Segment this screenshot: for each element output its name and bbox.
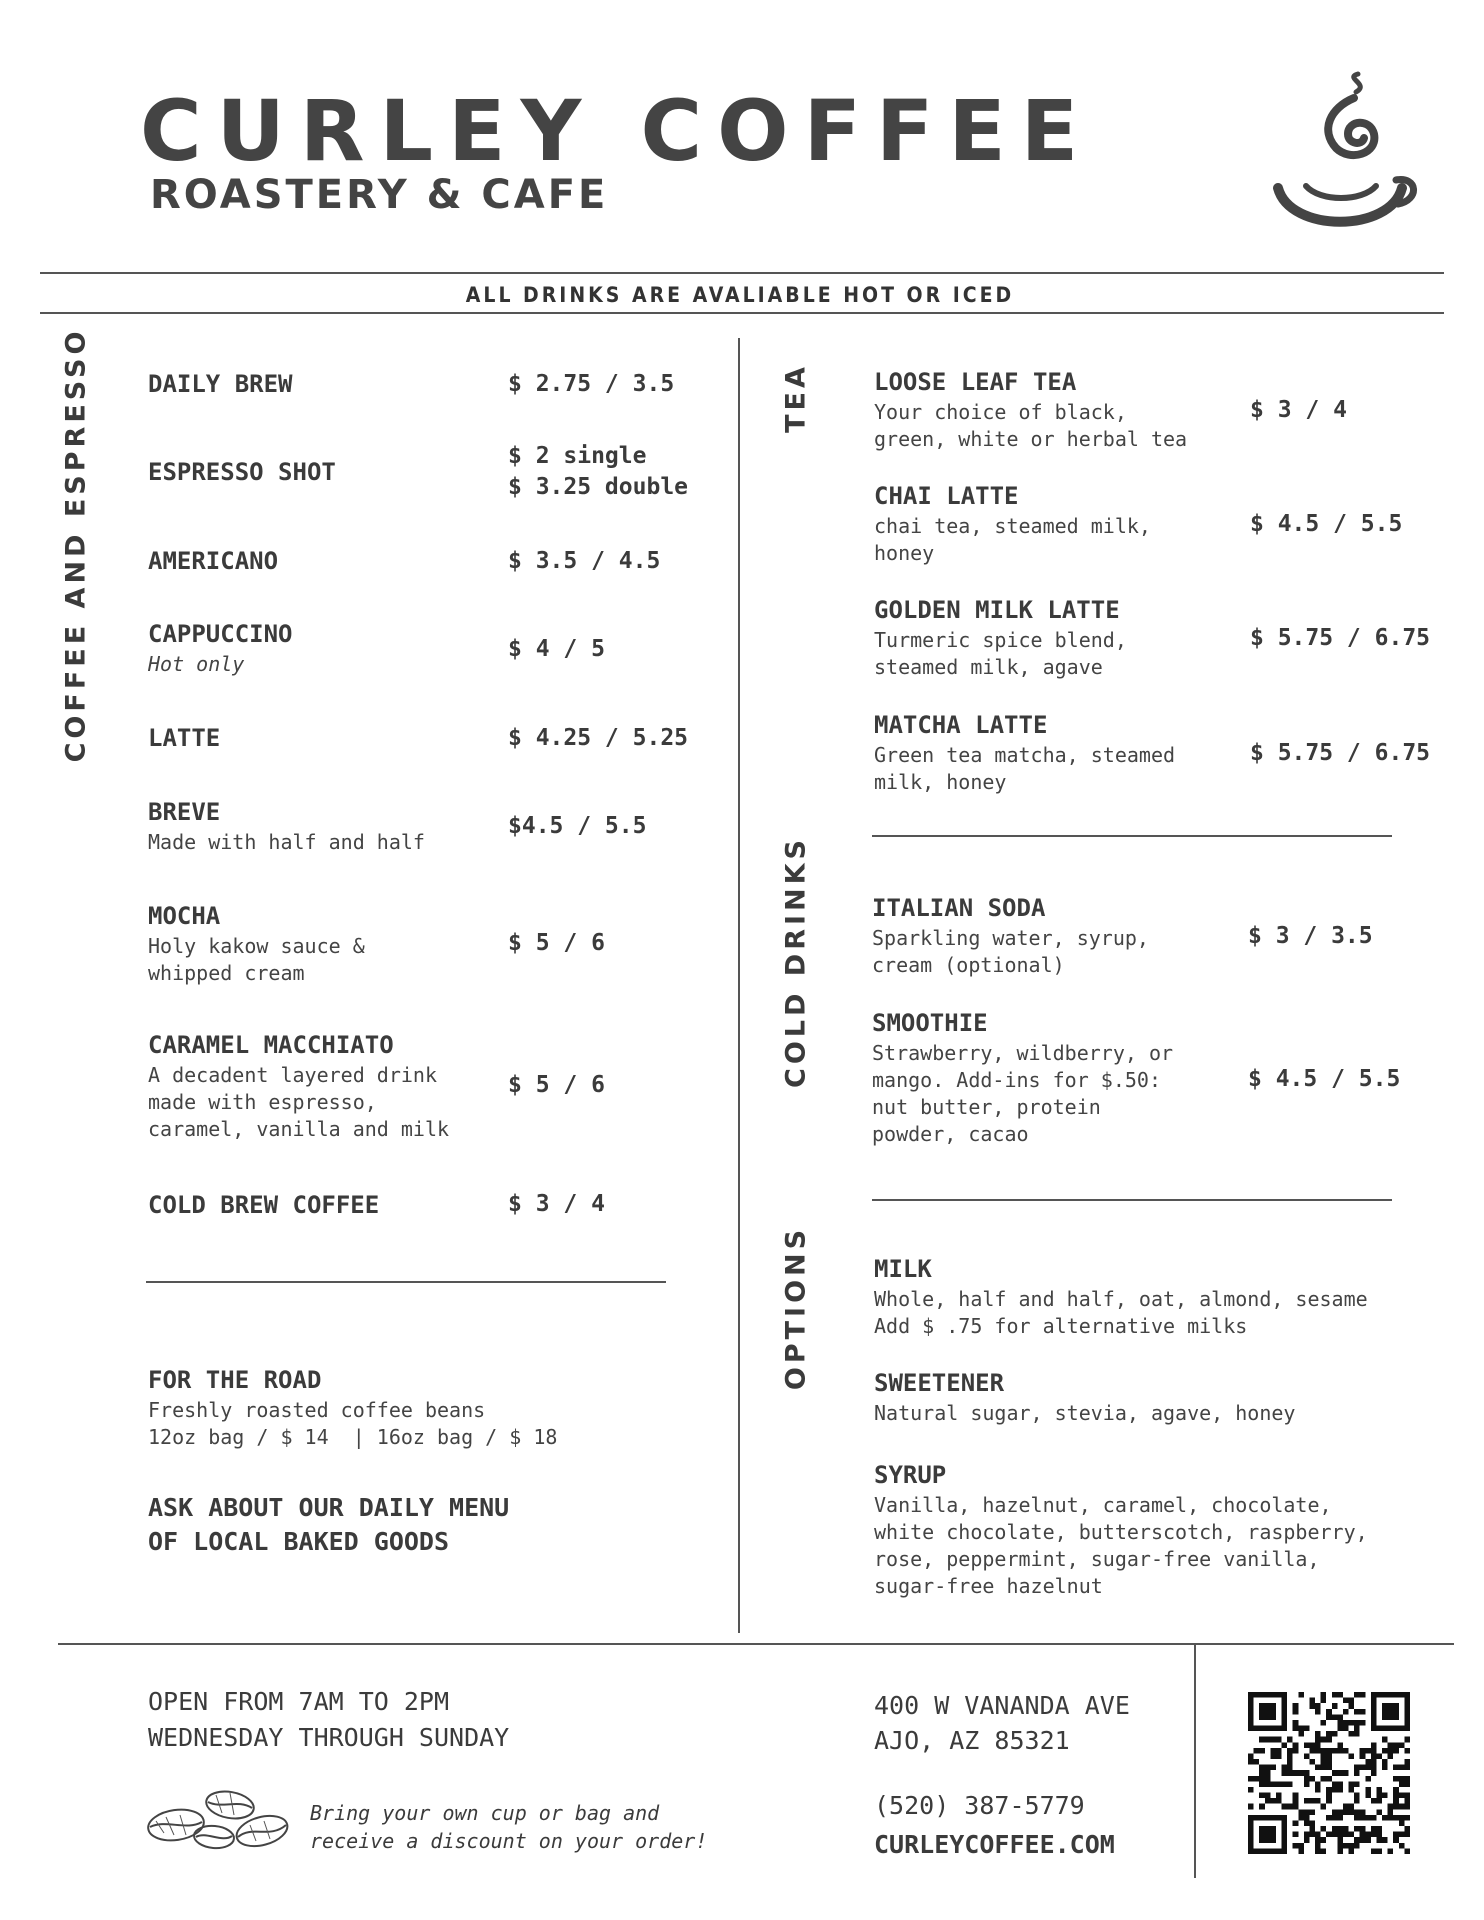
coffee-section-rule xyxy=(146,1281,666,1283)
option-milk xyxy=(874,1255,1368,1340)
item-price: $ 4.25 / 5.25 xyxy=(508,725,689,751)
item-description: Your choice of black, xyxy=(874,400,1127,424)
item-price: $ 3 / 4 xyxy=(508,1191,605,1217)
item-description: 12oz bag / $ 14 | 16oz bag / $ 18 xyxy=(148,1425,558,1449)
item-description: steamed milk, agave xyxy=(874,655,1103,679)
item-price: $ 3.5 / 4.5 xyxy=(508,548,661,574)
item-price: $ 3 / 4 xyxy=(1250,397,1347,423)
item-price: $ 4.5 / 5.5 xyxy=(1250,511,1403,537)
item-description: green, white or herbal tea xyxy=(874,427,1188,451)
daily-menu-line: OF LOCAL BAKED GOODS xyxy=(148,1527,450,1556)
menu-item-chai-latte xyxy=(874,482,1151,567)
item-price: $4.5 / 5.5 xyxy=(508,813,647,839)
daily-menu-note xyxy=(148,1491,509,1559)
banner-top-rule xyxy=(40,272,1444,274)
option-name: MILK xyxy=(874,1255,932,1283)
item-description: Turmeric spice blend, xyxy=(874,628,1127,652)
item-description: whipped cream xyxy=(148,961,305,985)
option-description: Vanilla, hazelnut, caramel, chocolate, xyxy=(874,1493,1332,1517)
option-name: SWEETENER xyxy=(874,1369,1005,1397)
item-price: $ 5.75 / 6.75 xyxy=(1250,740,1431,766)
address-line: AJO, AZ 85321 xyxy=(874,1726,1070,1755)
item-description: mango. Add-ins for $.50: xyxy=(872,1068,1161,1092)
cold-section-rule xyxy=(872,1199,1392,1201)
option-description: sugar-free hazelnut xyxy=(874,1574,1103,1598)
item-name: FOR THE ROAD xyxy=(148,1366,322,1394)
phone-number: (520) 387-5779 xyxy=(874,1791,1085,1820)
menu-item-mocha xyxy=(148,902,365,987)
item-price: $ 5 / 6 xyxy=(508,930,605,956)
item-name: GOLDEN MILK LATTE xyxy=(874,596,1120,624)
section-label-options: OPTIONS xyxy=(780,1225,812,1391)
item-description: Green tea matcha, steamed xyxy=(874,743,1176,767)
item-name: AMERICANO xyxy=(148,547,279,575)
page-subtitle: ROASTERY & CAFE xyxy=(150,172,609,218)
menu-item-golden-milk-latte xyxy=(874,596,1127,681)
menu-item-espresso-shot xyxy=(148,458,336,486)
menu-item-matcha-latte xyxy=(874,711,1175,796)
item-name: DAILY BREW xyxy=(148,370,293,398)
item-name: SMOOTHIE xyxy=(872,1009,988,1037)
item-price: $ 5.75 / 6.75 xyxy=(1250,625,1431,651)
item-description: Freshly roasted coffee beans xyxy=(148,1398,486,1422)
menu-item-loose-leaf-tea xyxy=(874,368,1187,453)
item-price: $ 4 / 5 xyxy=(508,636,605,662)
menu-item-cold-brew xyxy=(148,1191,379,1219)
item-name: MATCHA LATTE xyxy=(874,711,1048,739)
menu-item-caramel-macchiato xyxy=(148,1031,449,1143)
menu-item-italian-soda xyxy=(872,894,1149,979)
address-line: 400 W VANANDA AVE xyxy=(874,1691,1130,1720)
item-price: $ 5 / 6 xyxy=(508,1072,605,1098)
item-description: A decadent layered drink xyxy=(148,1063,437,1087)
item-description: Made with half and half xyxy=(148,830,425,854)
item-name: ESPRESSO SHOT xyxy=(148,458,336,486)
item-name: COLD BREW COFFEE xyxy=(148,1191,380,1219)
footer-rule xyxy=(58,1643,1454,1645)
item-description: cream (optional) xyxy=(872,953,1065,977)
option-sweetener xyxy=(874,1369,1295,1427)
option-name: SYRUP xyxy=(874,1461,947,1489)
page-title: CURLEY COFFEE xyxy=(140,82,1094,180)
item-description: powder, cacao xyxy=(872,1122,1029,1146)
item-description: Strawberry, wildberry, or xyxy=(872,1041,1174,1065)
menu-item-americano xyxy=(148,547,278,575)
item-description: Sparkling water, syrup, xyxy=(872,926,1149,950)
hours-line: WEDNESDAY THROUGH SUNDAY xyxy=(148,1723,510,1752)
menu-item-smoothie xyxy=(872,1009,1173,1148)
item-description: milk, honey xyxy=(874,770,1007,794)
item-description: chai tea, steamed milk, xyxy=(874,514,1151,538)
item-description: caramel, vanilla and milk xyxy=(148,1117,450,1141)
menu-item-breve xyxy=(148,798,425,856)
menu-item-daily-brew xyxy=(148,370,293,398)
banner-bottom-rule xyxy=(40,312,1444,314)
item-price: $ 3 / 3.5 xyxy=(1248,923,1373,949)
qr-code-icon[interactable] xyxy=(1248,1692,1410,1854)
menu-item-cappuccino xyxy=(148,620,293,678)
item-description: Holy kakow sauce & xyxy=(148,934,365,958)
item-price: $ 3.25 double xyxy=(508,474,689,500)
menu-item-latte xyxy=(148,724,220,752)
tea-section-rule xyxy=(872,835,1392,837)
menu-item-for-the-road xyxy=(148,1366,557,1451)
option-description: white chocolate, butterscotch, raspberry, xyxy=(874,1520,1368,1544)
item-name: BREVE xyxy=(148,798,221,826)
item-description: nut butter, protein xyxy=(872,1095,1101,1119)
item-price: $ 4.5 / 5.5 xyxy=(1248,1066,1401,1092)
option-description: Whole, half and half, oat, almond, sesame xyxy=(874,1287,1368,1311)
item-name: MOCHA xyxy=(148,902,221,930)
option-description: Add $ .75 for alternative milks xyxy=(874,1314,1248,1338)
hours-line: OPEN FROM 7AM TO 2PM xyxy=(148,1687,450,1716)
option-description: rose, peppermint, sugar-free vanilla, xyxy=(874,1547,1320,1571)
section-label-cold-drinks: COLD DRINKS xyxy=(780,836,812,1088)
daily-menu-line: ASK ABOUT OUR DAILY MENU xyxy=(148,1493,510,1522)
item-description: Hot only xyxy=(148,652,245,676)
website-link[interactable]: CURLEYCOFFEE.COM xyxy=(874,1830,1115,1859)
item-price: $ 2 single xyxy=(508,443,647,469)
item-price: $ 2.75 / 3.5 xyxy=(508,371,675,397)
item-name: LOOSE LEAF TEA xyxy=(874,368,1077,396)
item-description: honey xyxy=(874,541,935,565)
item-name: ITALIAN SODA xyxy=(872,894,1046,922)
item-name: LATTE xyxy=(148,724,221,752)
promo-line: receive a discount on your order! xyxy=(310,1829,708,1853)
coffee-cup-logo-icon xyxy=(1270,68,1420,238)
section-label-coffee: COFFEE AND ESPRESSO xyxy=(60,327,92,763)
item-name: CARAMEL MACCHIATO xyxy=(148,1031,394,1059)
promo-line: Bring your own cup or bag and xyxy=(310,1801,660,1825)
section-label-tea: TEA xyxy=(780,363,812,433)
column-divider xyxy=(738,338,740,1633)
option-description: Natural sugar, stevia, agave, honey xyxy=(874,1401,1296,1425)
footer-divider xyxy=(1194,1643,1196,1878)
option-syrup xyxy=(874,1461,1368,1600)
coffee-beans-icon xyxy=(146,1785,296,1855)
banner-note: ALL DRINKS ARE AVALIABLE HOT OR ICED xyxy=(465,283,1015,307)
item-name: CHAI LATTE xyxy=(874,482,1019,510)
item-name: CAPPUCCINO xyxy=(148,620,293,648)
item-description: made with espresso, xyxy=(148,1090,377,1114)
